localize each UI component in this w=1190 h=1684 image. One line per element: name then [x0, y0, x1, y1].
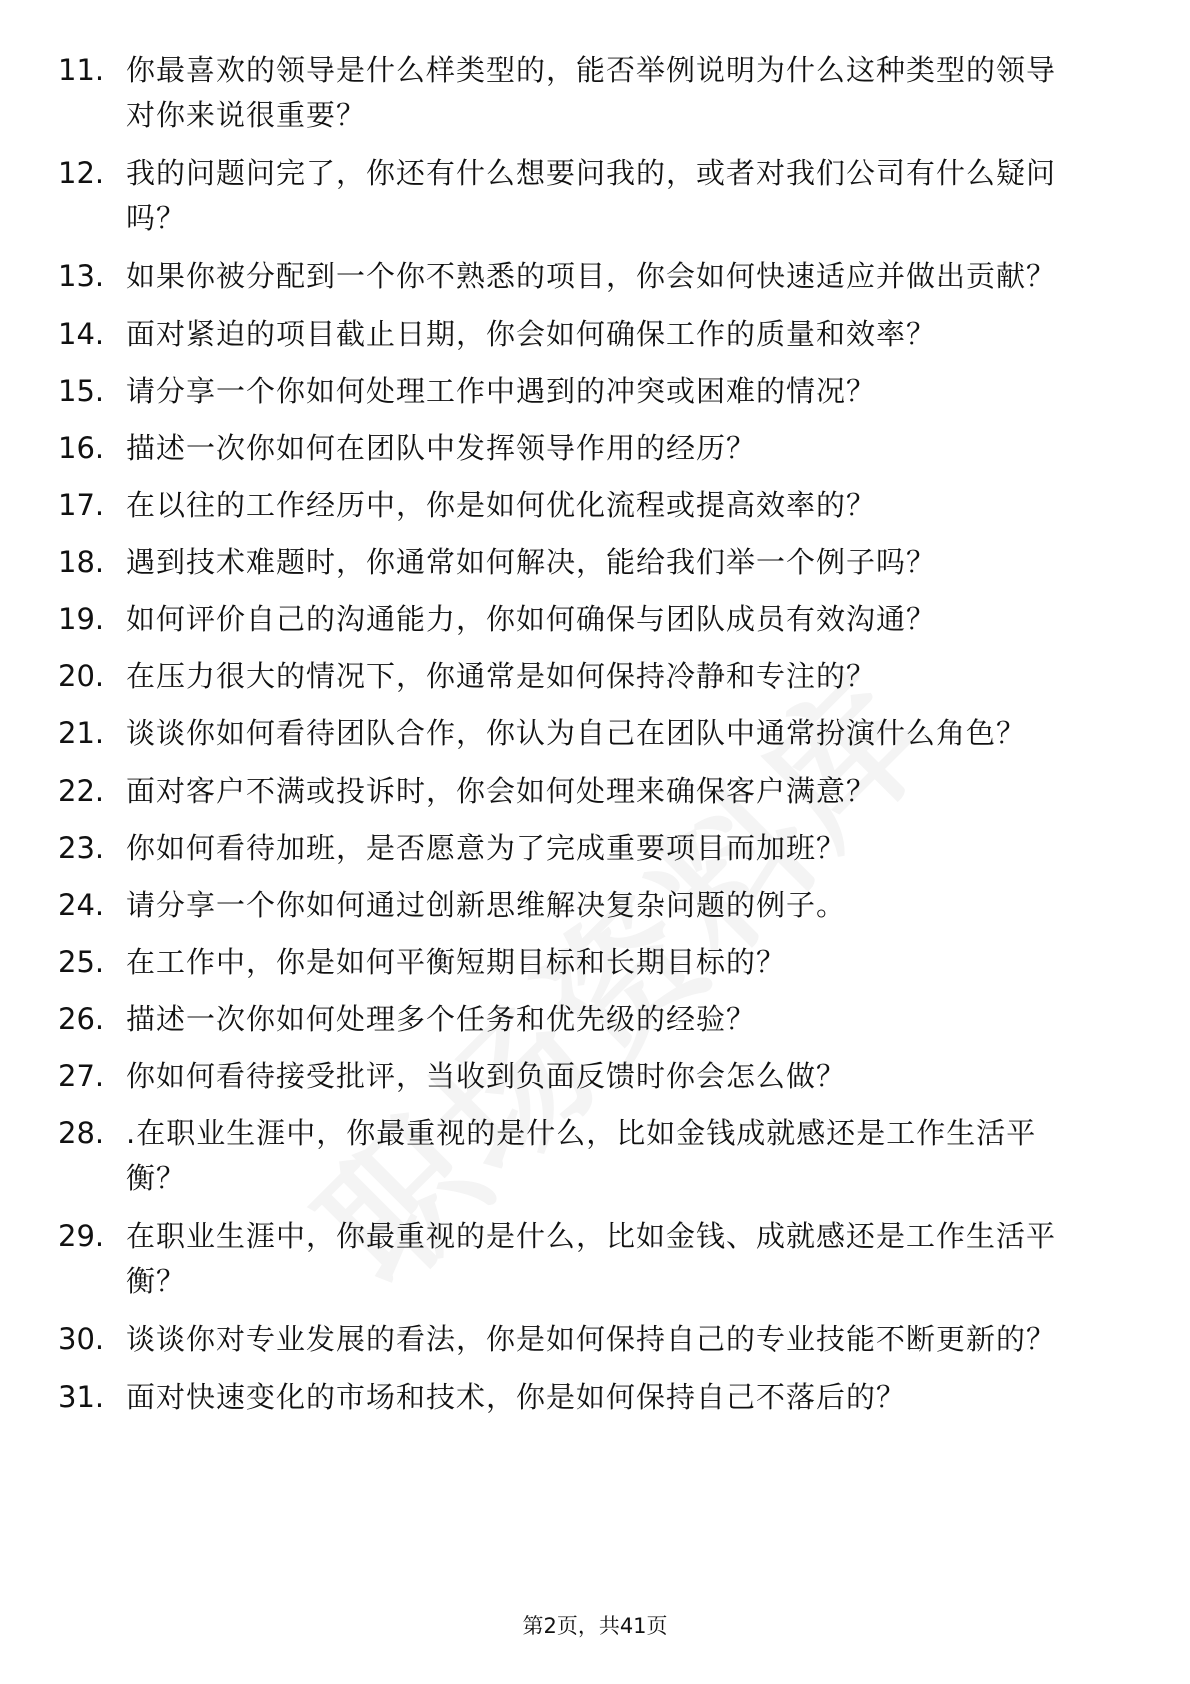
question-text: .在职业生涯中，你最重视的是什么，比如金钱成就感还是工作生活平衡？ — [126, 1116, 1037, 1195]
question-number: 13. — [58, 259, 105, 293]
question-number: 14. — [58, 317, 105, 351]
question-item — [0, 769, 1190, 814]
question-item — [0, 597, 1190, 642]
question-number: 31. — [58, 1380, 105, 1414]
question-number: 17. — [58, 488, 105, 522]
question-text: 在职业生涯中，你最重视的是什么，比如金钱、成就感还是工作生活平衡？ — [126, 1219, 1057, 1298]
question-item — [0, 483, 1190, 528]
question-text: 请分享一个你如何处理工作中遇到的冲突或困难的情况？ — [126, 374, 877, 408]
page-number-label: 第2页，共41页 — [522, 1614, 668, 1638]
question-text: 你如何看待接受批评，当收到负面反馈时你会怎么做？ — [126, 1059, 847, 1093]
question-number: 16. — [58, 431, 105, 465]
question-item — [0, 540, 1190, 585]
question-text: 描述一次你如何在团队中发挥领导作用的经历？ — [126, 431, 757, 465]
question-item — [0, 426, 1190, 471]
question-number: 26. — [58, 1002, 105, 1036]
question-list — [0, 48, 1190, 1420]
question-text: 在工作中，你是如何平衡短期目标和长期目标的？ — [126, 945, 787, 979]
question-item — [0, 1375, 1190, 1420]
question-item — [0, 151, 1190, 241]
question-text: 面对客户不满或投诉时，你会如何处理来确保客户满意？ — [126, 774, 877, 808]
question-text: 你最喜欢的领导是什么样类型的，能否举例说明为什么这种类型的领导对你来说很重要？ — [126, 53, 1057, 132]
question-item — [0, 1054, 1190, 1099]
question-item — [0, 48, 1190, 138]
question-text: 面对快速变化的市场和技术，你是如何保持自己不落后的？ — [126, 1380, 907, 1414]
question-item — [0, 883, 1190, 928]
question-number: 19. — [58, 602, 105, 636]
question-item — [0, 312, 1190, 357]
question-item — [0, 997, 1190, 1042]
question-number: 30. — [58, 1322, 105, 1356]
question-item — [0, 1214, 1190, 1304]
question-item — [0, 1111, 1190, 1201]
question-text: 描述一次你如何处理多个任务和优先级的经验？ — [126, 1002, 757, 1036]
question-number: 27. — [58, 1059, 105, 1093]
question-text: 我的问题问完了，你还有什么想要问我的，或者对我们公司有什么疑问吗？ — [126, 156, 1057, 235]
question-number: 22. — [58, 774, 105, 808]
question-number: 23. — [58, 831, 105, 865]
question-number: 25. — [58, 945, 105, 979]
question-number: 18. — [58, 545, 105, 579]
question-number: 15. — [58, 374, 105, 408]
question-text: 在以往的工作经历中，你是如何优化流程或提高效率的？ — [126, 488, 877, 522]
question-item — [0, 940, 1190, 985]
question-item — [0, 254, 1190, 299]
question-item — [0, 711, 1190, 756]
question-text: 谈谈你对专业发展的看法，你是如何保持自己的专业技能不断更新的？ — [126, 1322, 1057, 1356]
question-number: 28. — [58, 1116, 105, 1150]
question-text: 谈谈你如何看待团队合作，你认为自己在团队中通常扮演什么角色？ — [126, 716, 1027, 750]
question-text: 遇到技术难题时，你通常如何解决，能给我们举一个例子吗？ — [126, 545, 937, 579]
question-item — [0, 654, 1190, 699]
question-text: 你如何看待加班，是否愿意为了完成重要项目而加班？ — [126, 831, 847, 865]
question-number: 12. — [58, 156, 105, 190]
question-item — [0, 826, 1190, 871]
question-number: 20. — [58, 659, 105, 693]
question-number: 24. — [58, 888, 105, 922]
question-item — [0, 1317, 1190, 1362]
question-text: 如何评价自己的沟通能力，你如何确保与团队成员有效沟通？ — [126, 602, 937, 636]
question-item — [0, 369, 1190, 414]
question-text: 请分享一个你如何通过创新思维解决复杂问题的例子。 — [126, 888, 847, 922]
question-number: 11. — [58, 53, 105, 87]
question-number: 29. — [58, 1219, 105, 1253]
question-number: 21. — [58, 716, 105, 750]
page-footer — [0, 1613, 1190, 1639]
question-text: 面对紧迫的项目截止日期，你会如何确保工作的质量和效率？ — [126, 317, 937, 351]
question-text: 如果你被分配到一个你不熟悉的项目，你会如何快速适应并做出贡献？ — [126, 259, 1057, 293]
question-text: 在压力很大的情况下，你通常是如何保持冷静和专注的？ — [126, 659, 877, 693]
